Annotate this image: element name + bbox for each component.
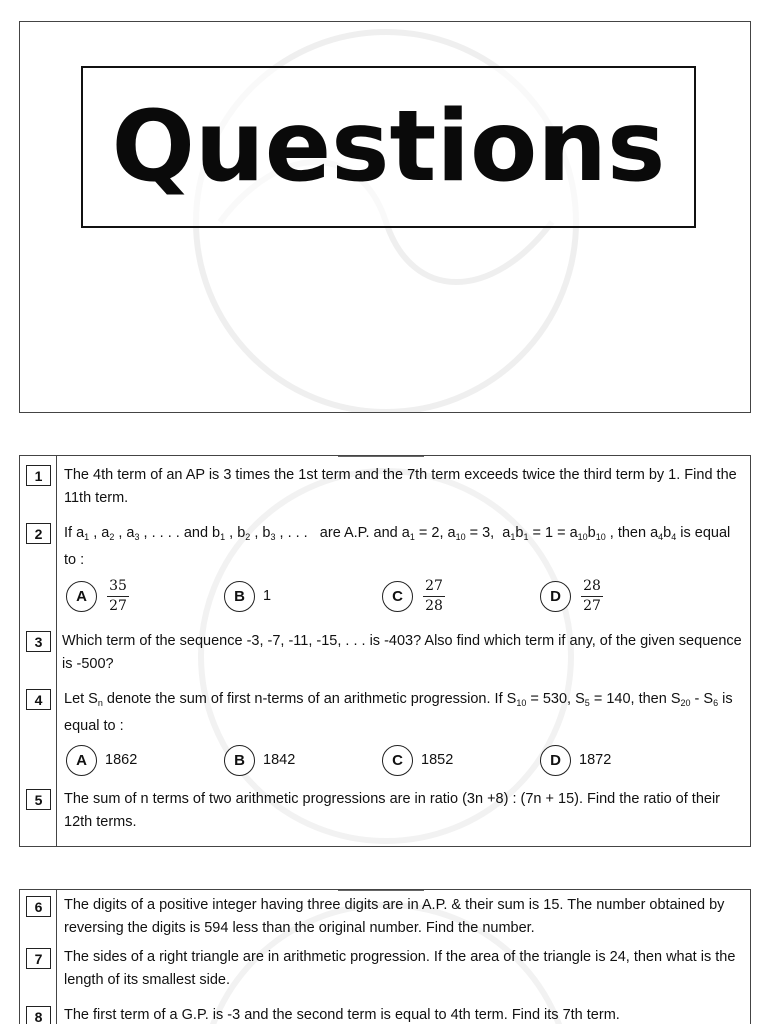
question-text: The sides of a right triangle are in arithmetic progression. If the area of the triangle is 24, then what is the length of its smallest side. <box>64 949 736 988</box>
option-d[interactable] <box>540 575 603 617</box>
option-letter: D <box>540 745 571 776</box>
question-text: If $a_1$ , $a_2$ , $a_3$ , . . . . and $b_1$ , $b_2$ , $b_3$ , . . . are A.P. and $a_1 = 2$, $a_{10} = 3$, $a_1b_1 = 1 = a_{10}b_{10}$ , then $a_4b_4$ is equal to : <box>64 525 731 568</box>
fraction-numerator: 35 <box>109 577 127 594</box>
options-row <box>62 575 742 617</box>
fraction-denominator: 28 <box>425 597 443 614</box>
question-text: The sum of n terms of two arithmetic progressions are in ratio (3n +8) : (7n + 15). Find the ratio of their 12th terms. <box>64 791 721 830</box>
question-text: Let $S_n$ denote the sum of first n-terms of an arithmetic progression. If $S_{10} = 530$, $S_5 = 140$, then $S_{20} - S_6$ is equal to : <box>64 691 733 734</box>
option-a[interactable] <box>66 575 129 617</box>
option-letter: B <box>224 581 255 612</box>
option-c[interactable] <box>382 575 445 617</box>
options-row <box>62 739 742 781</box>
question-number: 7 <box>26 948 51 969</box>
fraction-bar <box>581 596 603 597</box>
question-number: 3 <box>26 631 51 652</box>
panel-top-mark <box>338 455 424 457</box>
fraction-denominator: 27 <box>109 597 127 614</box>
option-value: 1 <box>263 588 272 604</box>
question-panel-1 <box>19 455 751 847</box>
question-text: Which term of the sequence -3, -7, -11, -15, . . . is -403? Also find which term if any, of the given sequence is -500? <box>62 633 742 672</box>
option-d[interactable] <box>540 739 611 781</box>
number-column-divider <box>56 456 57 846</box>
question-number: 2 <box>26 523 51 544</box>
option-value: 1862 <box>105 752 138 768</box>
option-fraction <box>581 578 603 615</box>
number-column-divider <box>56 890 57 1024</box>
option-b[interactable] <box>224 575 271 617</box>
option-letter: A <box>66 745 97 776</box>
option-value: 1872 <box>579 752 612 768</box>
question-panel-2 <box>19 889 751 1024</box>
fraction-denominator: 27 <box>583 597 601 614</box>
title-box <box>81 66 696 228</box>
option-value: 1852 <box>421 752 454 768</box>
question-number: 6 <box>26 896 51 917</box>
question-text: The 4th term of an AP is 3 times the 1st term and the 7th term exceeds twice the third term by 1. Find the 11th term. <box>64 467 737 506</box>
option-letter: B <box>224 745 255 776</box>
page-title: Questions <box>111 90 666 204</box>
question-text: The first term of a G.P. is -3 and the second term is equal to 4th term. Find its 7th term. <box>64 1007 620 1023</box>
option-a[interactable] <box>66 739 137 781</box>
question-text: The digits of a positive integer having three digits are in A.P. & their sum is 15. The number obtained by reversing the digits is 594 less than the original number. Find the number. <box>64 897 725 936</box>
option-fraction <box>107 578 129 615</box>
fraction-numerator: 28 <box>583 577 601 594</box>
fraction-bar <box>107 596 129 597</box>
question-number: 4 <box>26 689 51 710</box>
question-number: 1 <box>26 465 51 486</box>
option-letter: D <box>540 581 571 612</box>
question-number: 8 <box>26 1006 51 1024</box>
fraction-numerator: 27 <box>425 577 443 594</box>
option-letter: C <box>382 581 413 612</box>
option-value: 1842 <box>263 752 296 768</box>
question-number: 5 <box>26 789 51 810</box>
option-letter: A <box>66 581 97 612</box>
fraction-bar <box>423 596 445 597</box>
option-c[interactable] <box>382 739 453 781</box>
option-b[interactable] <box>224 739 295 781</box>
panel-top-mark <box>338 889 424 891</box>
title-panel <box>19 21 751 413</box>
option-letter: C <box>382 745 413 776</box>
option-fraction <box>423 578 445 615</box>
